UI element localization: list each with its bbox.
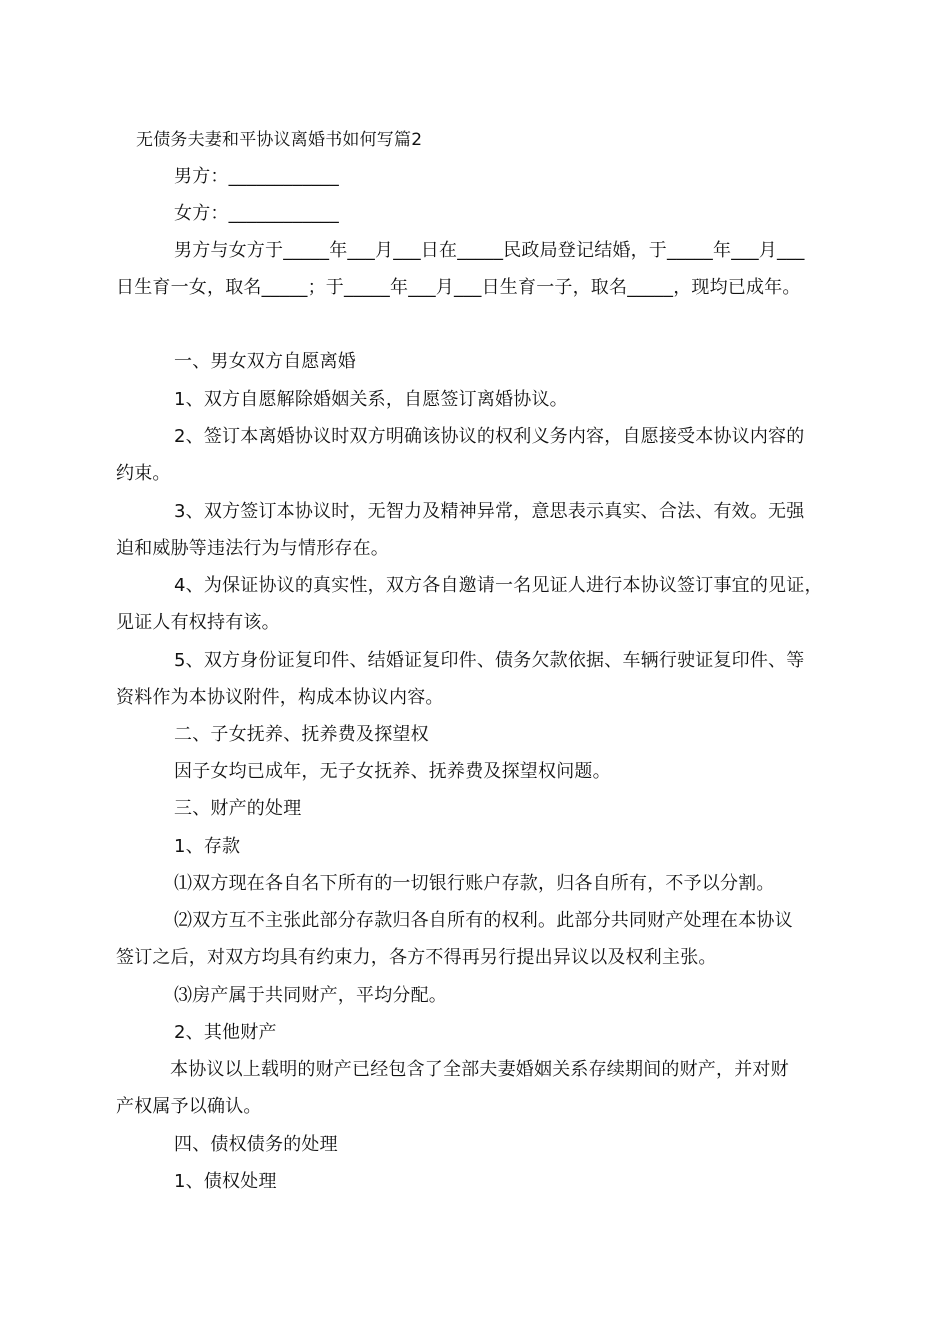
section-3-paragraph-2-line-1: ⑵双方互不主张此部分存款归各自所有的权利。此部分共同财产处理在本协议 [174, 910, 793, 931]
section-3-paragraph-3: ⑶房产属于共同财产，平均分配。 [174, 985, 447, 1006]
wife-field: 女方：____________ [174, 203, 339, 224]
section-1-item-5-line-1: 5、双方身份证复印件、结婚证复印件、债务欠款依据、车辆行驶证复印件、等 [174, 650, 805, 671]
section-3-paragraph-1: ⑴双方现在各自名下所有的一切银行账户存款，归各自所有，不予以分割。 [174, 873, 775, 894]
document-title: 无债务夫妻和平协议离婚书如何写篇2 [136, 130, 423, 150]
section-1-item-2-line-1: 2、签订本离婚协议时双方明确该协议的权利义务内容，自愿接受本协议内容的 [174, 426, 805, 447]
husband-field: 男方：____________ [174, 166, 339, 187]
section-1-heading: 一、男女双方自愿离婚 [174, 351, 356, 372]
section-3-paragraph-2-line-2: 签订之后，对双方均具有约束力，各方不得再另行提出异议以及权利主张。 [116, 947, 717, 968]
section-1-item-3-line-1: 3、双方签订本协议时，无智力及精神异常，意思表示真实、合法、有效。无强 [174, 501, 805, 522]
section-1-item-4-line-2: 见证人有权持有该。 [116, 612, 280, 633]
section-1-item-2-line-2: 约束。 [116, 463, 171, 484]
section-3-other-line-1: 本协议以上载明的财产已经包含了全部夫妻婚姻关系存续期间的财产，并对财 [170, 1059, 789, 1080]
section-4-heading: 四、债权债务的处理 [174, 1134, 338, 1155]
section-1-item-5-line-2: 资料作为本协议附件，构成本协议内容。 [116, 687, 444, 708]
section-1-item-3-line-2: 迫和威胁等违法行为与情形存在。 [116, 538, 389, 559]
section-4-sub-1: 1、债权处理 [174, 1171, 277, 1192]
section-2-heading: 二、子女抚养、抚养费及探望权 [174, 724, 429, 745]
section-3-sub-1: 1、存款 [174, 836, 241, 857]
intro-paragraph-line-1: 男方与女方于_____年___月___日在_____民政局登记结婚，于_____年___月___ [174, 240, 805, 261]
section-1-item-4-line-1: 4、为保证协议的真实性，双方各自邀请一名见证人进行本协议签订事宜的见证， [174, 575, 823, 596]
intro-paragraph-line-2: 日生育一女，取名_____；于_____年___月___日生育一子，取名_____，现均已成年。 [116, 277, 801, 298]
section-3-other-line-2: 产权属予以确认。 [116, 1096, 262, 1117]
section-1-item-1: 1、双方自愿解除婚姻关系，自愿签订离婚协议。 [174, 389, 568, 410]
section-2-body: 因子女均已成年，无子女抚养、抚养费及探望权问题。 [174, 761, 611, 782]
section-3-heading: 三、财产的处理 [174, 798, 302, 819]
section-3-sub-2: 2、其他财产 [174, 1022, 277, 1043]
